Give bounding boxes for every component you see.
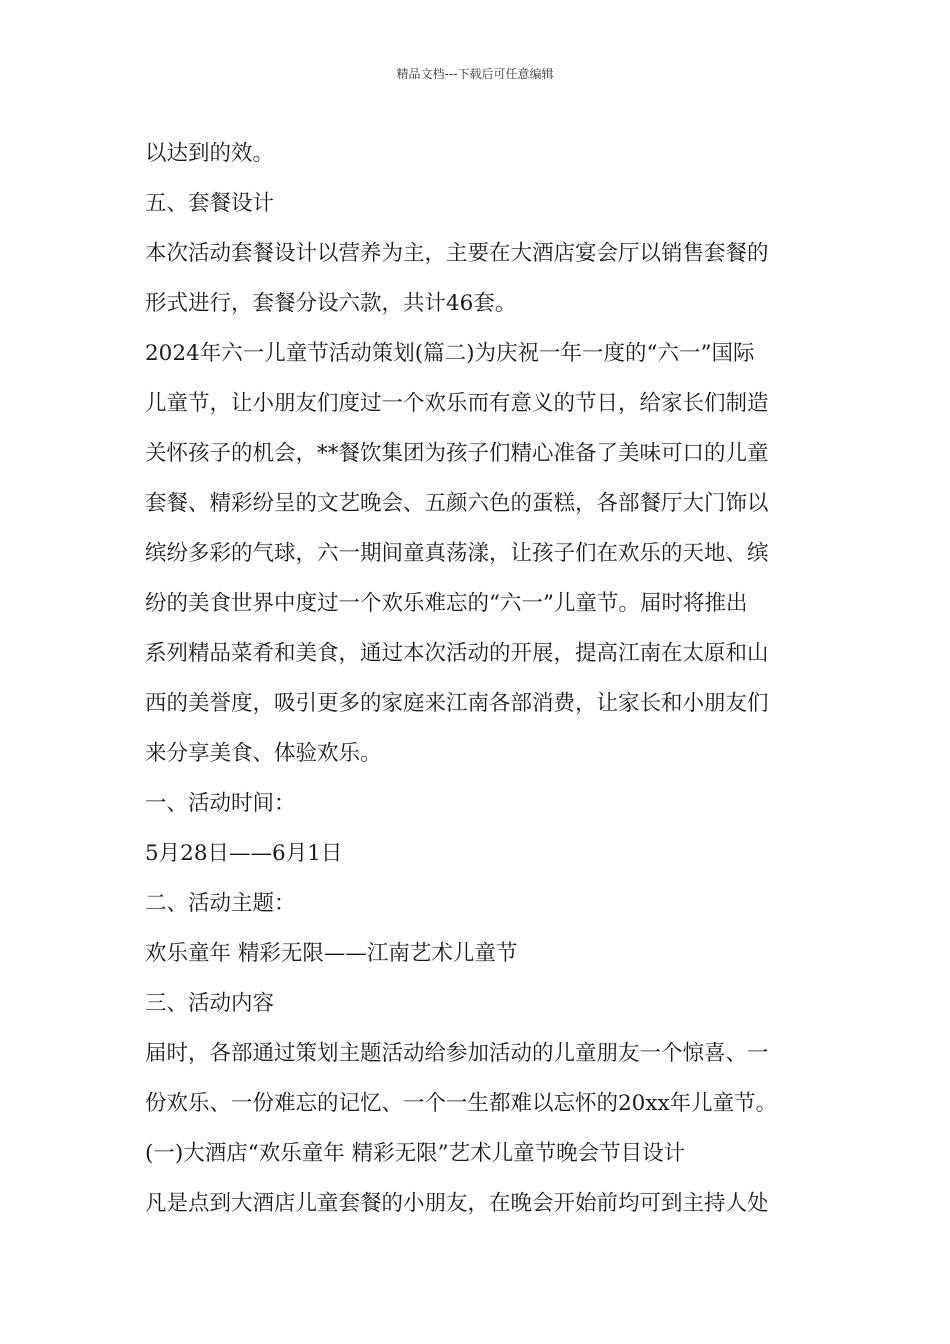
text-line-8: 套餐、精彩纷呈的文艺晚会、五颜六色的蛋糕，各部餐厅大门饰以 [145, 491, 769, 516]
text-line-3: 本次活动套餐设计以营养为主，主要在大酒店宴会厅以销售套餐的 [145, 241, 769, 266]
section-heading-5: 五、套餐设计 [145, 191, 275, 216]
text-line-17: 欢乐童年 精彩无限——江南艺术儿童节 [145, 941, 518, 966]
page-header: 精品文档---下载后可任意编辑 [396, 67, 554, 81]
text-line-7: 关怀孩子的机会，**餐饮集团为孩子们精心准备了美味可口的儿童 [145, 441, 769, 466]
text-line-6: 儿童节，让小朋友们度过一个欢乐而有意义的节日，给家长们制造 [145, 391, 769, 416]
text-line-9: 缤纷多彩的气球，六一期间童真荡漾，让孩子们在欢乐的天地、缤 [145, 541, 769, 566]
text-line-10: 纷的美食世界中度过一个欢乐难忘的“六一”儿童节。届时将推出 [145, 591, 748, 616]
text-line-19: 届时，各部通过策划主题活动给参加活动的儿童朋友一个惊喜、一 [145, 1041, 769, 1066]
section-heading-2: 二、活动主题： [145, 891, 296, 916]
text-line-15: 5月28日——6月1日 [145, 841, 343, 866]
section-heading-1: 一、活动时间： [145, 791, 296, 816]
text-line-13: 来分享美食、体验欢乐。 [145, 741, 382, 766]
text-line-22: 凡是点到大酒店儿童套餐的小朋友，在晚会开始前均可到主持人处 [145, 1191, 769, 1216]
text-line-5: 2024年六一儿童节活动策划(篇二)为庆祝一年一度的“六一”国际 [145, 341, 755, 366]
document-body [145, 129, 810, 1229]
text-line-4: 形式进行，套餐分设六款，共计46套。 [145, 291, 517, 316]
text-line-12: 西的美誉度，吸引更多的家庭来江南各部消费，让家长和小朋友们 [145, 691, 769, 716]
text-line-11: 系列精品菜肴和美食，通过本次活动的开展，提高江南在太原和山 [145, 641, 769, 666]
section-heading-3: 三、活动内容 [145, 991, 275, 1016]
text-line-20: 份欢乐、一份难忘的记忆、一个一生都难以忘怀的20xx年儿童节。 [145, 1091, 778, 1116]
text-line-1: 以达到的效。 [145, 141, 275, 166]
subsection-heading-1: (一)大酒店“欢乐童年 精彩无限”艺术儿童节晚会节目设计 [145, 1141, 686, 1166]
